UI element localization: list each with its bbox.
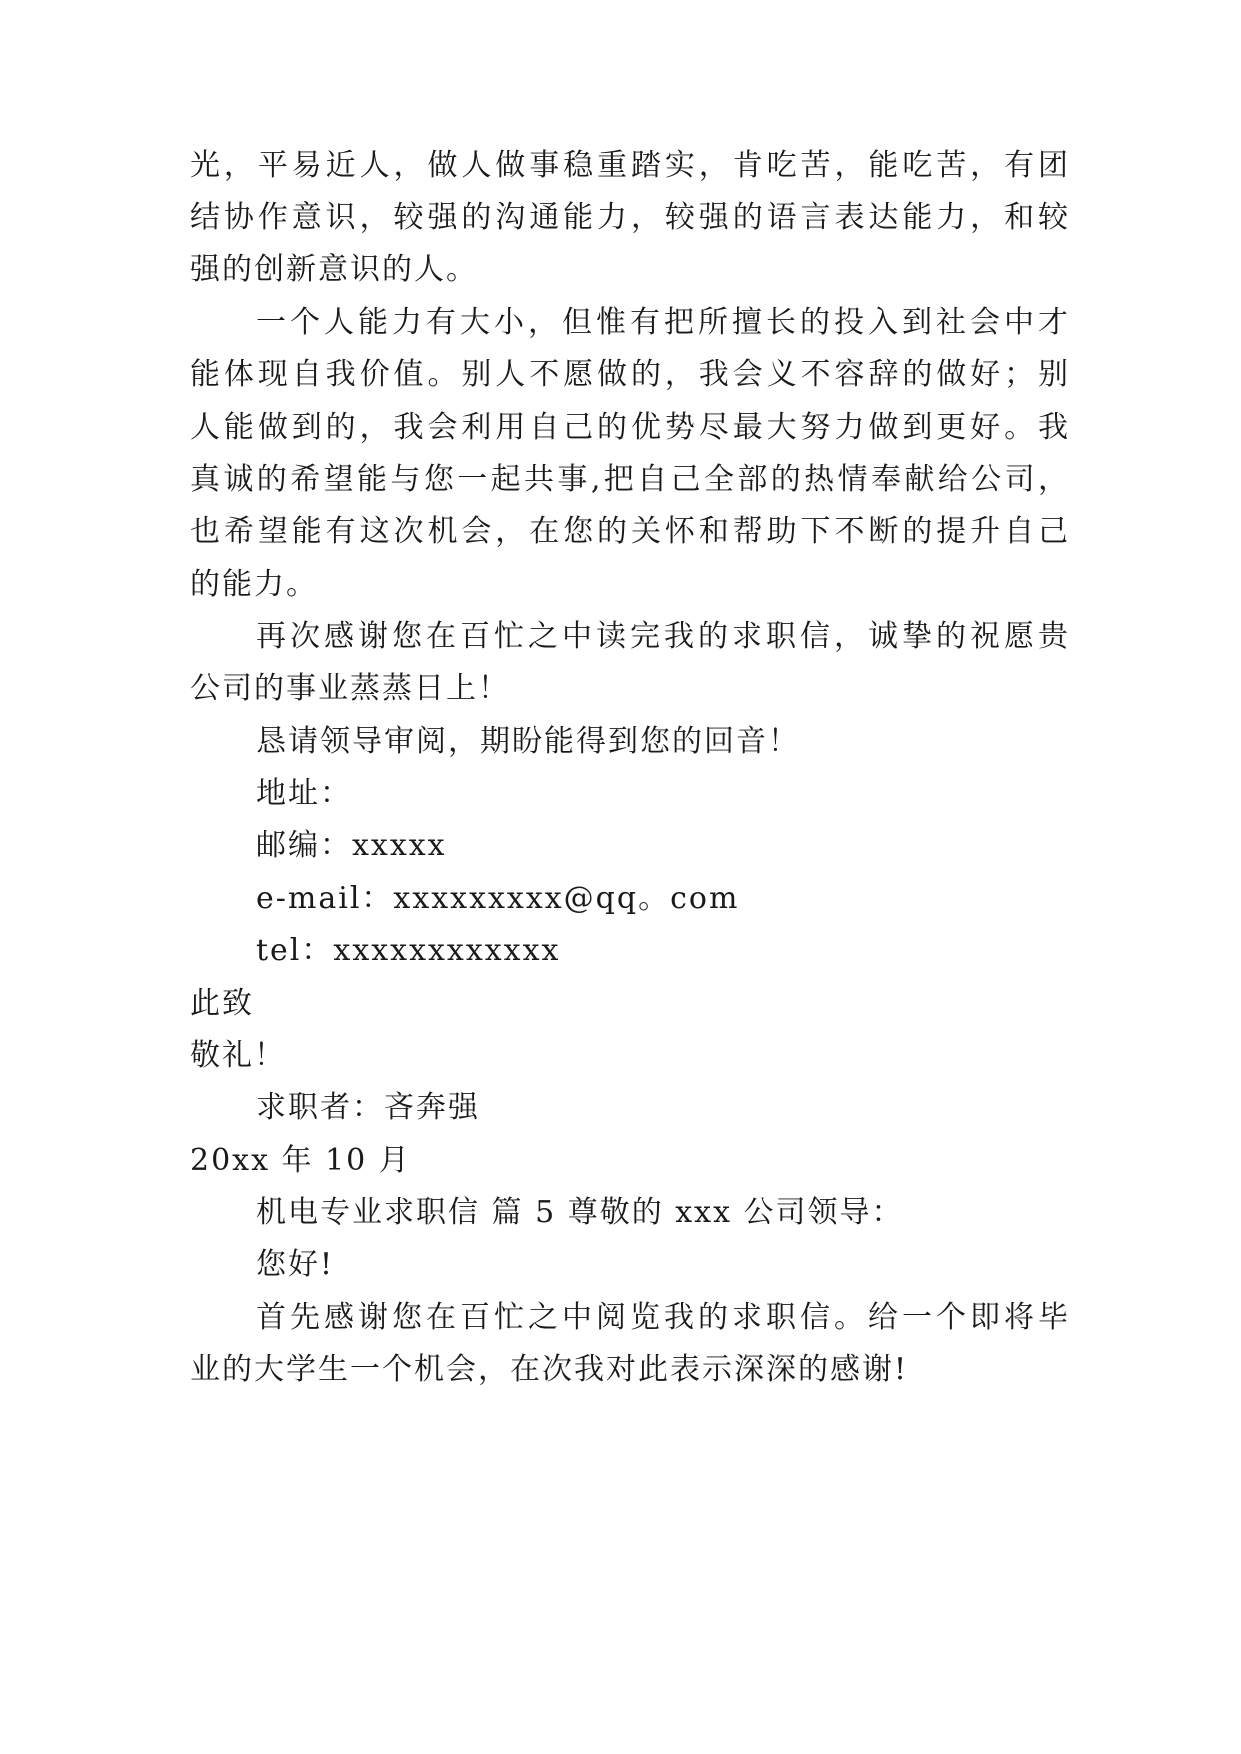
paragraph-line: 能体现自我价值。别人不愿做的，我会义不容辞的做好；别 bbox=[190, 357, 1070, 392]
applicant-signature: 求职者：吝奔强 bbox=[256, 1090, 480, 1125]
paragraph-line: 一个人能力有大小，但惟有把所擅长的投入到社会中才 bbox=[256, 305, 1070, 340]
letter-date: 20xx 年 10 月 bbox=[190, 1143, 411, 1178]
paragraph-line: 光，平易近人，做人做事稳重踏实，肯吃苦，能吃苦，有团 bbox=[190, 148, 1070, 183]
paragraph-line: 公司的事业蒸蒸日上！ bbox=[190, 671, 510, 706]
paragraph-line: 首先感谢您在百忙之中阅览我的求职信。给一个即将毕 bbox=[256, 1300, 1070, 1335]
paragraph-line: 再次感谢您在百忙之中读完我的求职信，诚挚的祝愿贵 bbox=[256, 619, 1070, 654]
review-request: 恳请领导审阅，期盼能得到您的回音！ bbox=[256, 724, 800, 759]
closing-salutation: 此致 bbox=[190, 986, 254, 1021]
postcode-line: 邮编：xxxxx bbox=[256, 828, 447, 863]
paragraph-line: 的能力。 bbox=[190, 567, 318, 602]
email-line: e-mail：xxxxxxxxx@qq。com bbox=[256, 881, 740, 916]
paragraph-line: 真诚的希望能与您一起共事,把自己全部的热情奉献给公司， bbox=[190, 462, 1070, 497]
paragraph-line: 结协作意识，较强的沟通能力，较强的语言表达能力，和较 bbox=[190, 200, 1070, 235]
next-letter-heading: 机电专业求职信 篇 5 尊敬的 xxx 公司领导： bbox=[256, 1195, 904, 1230]
closing-regards: 敬礼！ bbox=[190, 1038, 286, 1073]
paragraph-line: 强的创新意识的人。 bbox=[190, 252, 478, 287]
paragraph-line: 人能做到的，我会利用自己的优势尽最大努力做到更好。我 bbox=[190, 410, 1070, 445]
next-letter-greeting: 您好! bbox=[256, 1247, 335, 1282]
paragraph-line: 业的大学生一个机会，在次我对此表示深深的感谢! bbox=[190, 1352, 909, 1387]
tel-line: tel：xxxxxxxxxxxx bbox=[256, 933, 561, 968]
paragraph-line: 也希望能有这次机会，在您的关怀和帮助下不断的提升自己 bbox=[190, 514, 1070, 549]
address-line: 地址： bbox=[256, 776, 352, 811]
